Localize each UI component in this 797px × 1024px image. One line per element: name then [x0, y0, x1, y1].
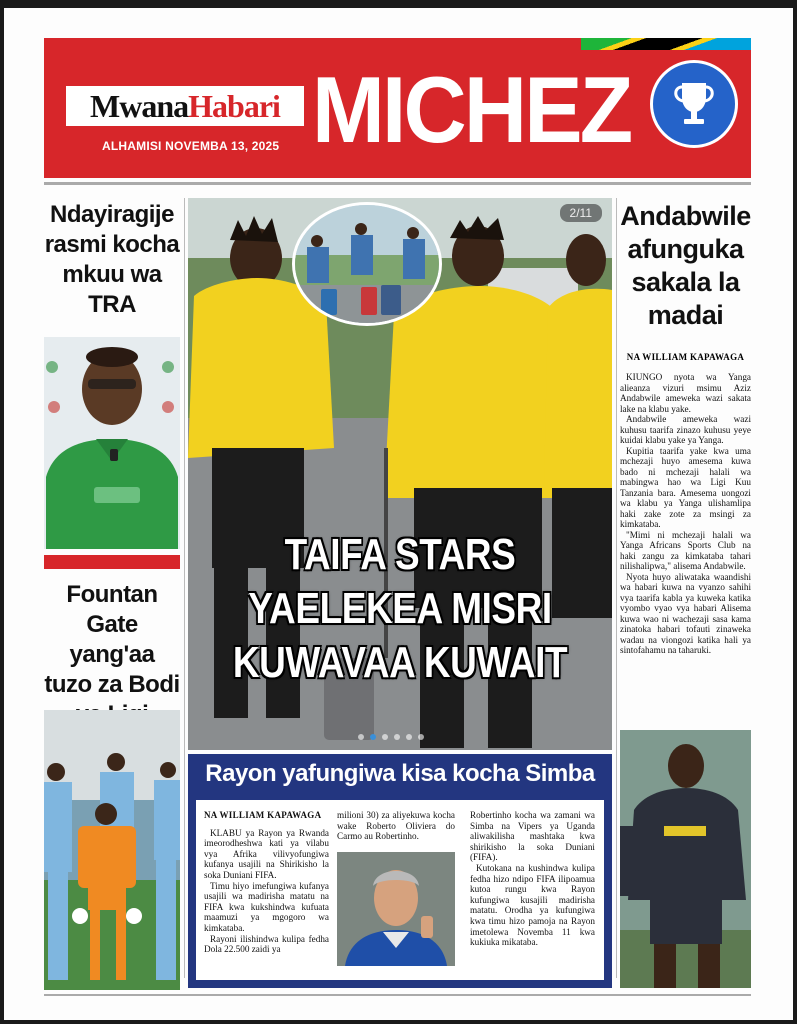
- carousel-dot[interactable]: [358, 734, 364, 740]
- story-paragraph: KLABU ya Rayon ya Rwanda imeorodheshwa kati ya vilabu vya Afrika vilivyofungiwa kufanya usajili na Shirikisho la soka Duniani FIFA.: [204, 827, 329, 880]
- carousel-dot[interactable]: [406, 734, 412, 740]
- red-divider-bar: [44, 555, 180, 569]
- newspaper-page: [4, 8, 793, 1020]
- article-body: [620, 372, 751, 656]
- slide-counter: 2/11: [560, 204, 602, 222]
- andabwile-photo[interactable]: [620, 730, 751, 988]
- issue-date: ALHAMISI NOVEMBA 13, 2025: [102, 139, 280, 153]
- headline-ndayiragije[interactable]: Ndayiragije rasmi kocha mkuu wa TRA: [44, 201, 180, 318]
- hero-headline-line: TAIFA STARS: [284, 530, 516, 579]
- story-title[interactable]: Rayon yafungiwa kisa kocha Simba: [205, 760, 595, 787]
- column-divider: [184, 198, 185, 978]
- hero-photo[interactable]: [188, 198, 612, 750]
- brand-logo: [66, 86, 304, 126]
- article-paragraph: "Mimi ni mchezaji halali wa Yanga Africans Sports Club na haki zangu za kimkataba tahari nilishalipwa," alisema Andabwile.: [620, 529, 751, 571]
- carousel-dot-active[interactable]: [370, 734, 376, 740]
- story-paragraph: Kutokana na kushindwa kulipa fedha hizo ndipo FIFA ilipoamua kutoa rungu kwa Rayon kufungiwa kusajili madirisha matatu. Orodha ya kufungiwa kwa timu hizo pamoja na Rayon imetolewa Novemba 11 kwa kukiuka mikataba.: [470, 862, 595, 948]
- right-column: [620, 190, 751, 990]
- story-paragraph: Timu hiyo imefungiwa kufanya usajili wa madirisha matatu na FIFA kwa kukshindwa kufuata maamuzi ya mgogoro wa kimkataba.: [204, 880, 329, 933]
- robertinho-photo[interactable]: [337, 852, 455, 966]
- rayon-story: [188, 754, 612, 988]
- section-title: MICHEZ: [312, 57, 631, 162]
- flag-strip: [581, 38, 751, 50]
- story-column-1: [204, 810, 329, 955]
- masthead: [44, 38, 751, 178]
- hero-headline-line: YAELEKEA MISRI: [248, 584, 552, 633]
- article-paragraph: Andabwile ameweka wazi kuhusu taarifa zinazo kuhusu yeye kuidai klabu yake ya Yanga.: [620, 414, 751, 445]
- story-paragraph: Rayoni ilishindwa kulipa fedha Dola 22.500 zaidi ya: [204, 933, 329, 955]
- article-paragraph: KIUNGO nyota wa Yanga alieanza vizuri msimu Aziz Andabwile ameweka wazi sakata lake na klabu yake.: [620, 372, 751, 414]
- headline-andabwile[interactable]: Andabwile afunguka sakala la madai: [620, 201, 751, 330]
- story-column-3: [470, 810, 595, 948]
- hero-headline[interactable]: [222, 528, 578, 690]
- headline-fountain-gate[interactable]: Fountan Gate yang'aa tuzo za Bodi: [44, 581, 180, 698]
- logo-text-part1: Mwana: [90, 87, 189, 124]
- article-paragraph: Nyota huyo aliwataka waandishi wa habari kuwa na vyanzo sahihi vya taarifa kabla ya kuweka katika vyombo vyao vya habari Alisema kuwa wao ni wachezaji sasa kama zinatoka habari tofauti zinaweka wadau na viongozi katika hali ya sintofahamu na taharuki.: [620, 571, 751, 655]
- article-byline: NA WILLIAM KAPAWAGA: [626, 352, 745, 362]
- logo-text-part2: Habari: [188, 87, 280, 124]
- bottom-rule: [44, 994, 751, 996]
- carousel-dot[interactable]: [418, 734, 424, 740]
- column-divider: [616, 198, 617, 978]
- left-column: [44, 190, 180, 990]
- coach-photo[interactable]: [44, 337, 180, 549]
- carousel-dot[interactable]: [382, 734, 388, 740]
- team-photo[interactable]: [44, 710, 180, 990]
- story-paragraph: Robertinho kocha wa zamani wa Simba na Vipers ya Uganda aliwakilisha mashtaka kwa shirikisho la soka Duniani (FIFA).: [470, 810, 595, 863]
- story-body: [196, 800, 604, 980]
- story-column-2: [337, 810, 455, 842]
- masthead-rule: [44, 182, 751, 185]
- hero-headline-line: KUWAVAA KUWAIT: [232, 638, 568, 687]
- trophy-icon: [650, 60, 738, 148]
- carousel-dots[interactable]: [358, 734, 424, 740]
- article-paragraph: Kupitia taarifa yake kwa uma mchezaji huyo amesema kuwa bado ni mchezaji halali wa mabingwa hao wa Ligi Kuu Tanzania bara. Amesema uongozi wa klabu ya Yanga ulishamlipa haki zake zote za msingi za kimkataba.: [620, 445, 751, 529]
- hero-inset-photo[interactable]: [292, 202, 442, 326]
- story-paragraph: milioni 30) za aliyekuwa kocha wake Roberto Oliviera do Carmo au Robertinho.: [337, 810, 455, 842]
- carousel-dot[interactable]: [394, 734, 400, 740]
- story-byline: NA WILLIAM KAPAWAGA: [204, 810, 322, 820]
